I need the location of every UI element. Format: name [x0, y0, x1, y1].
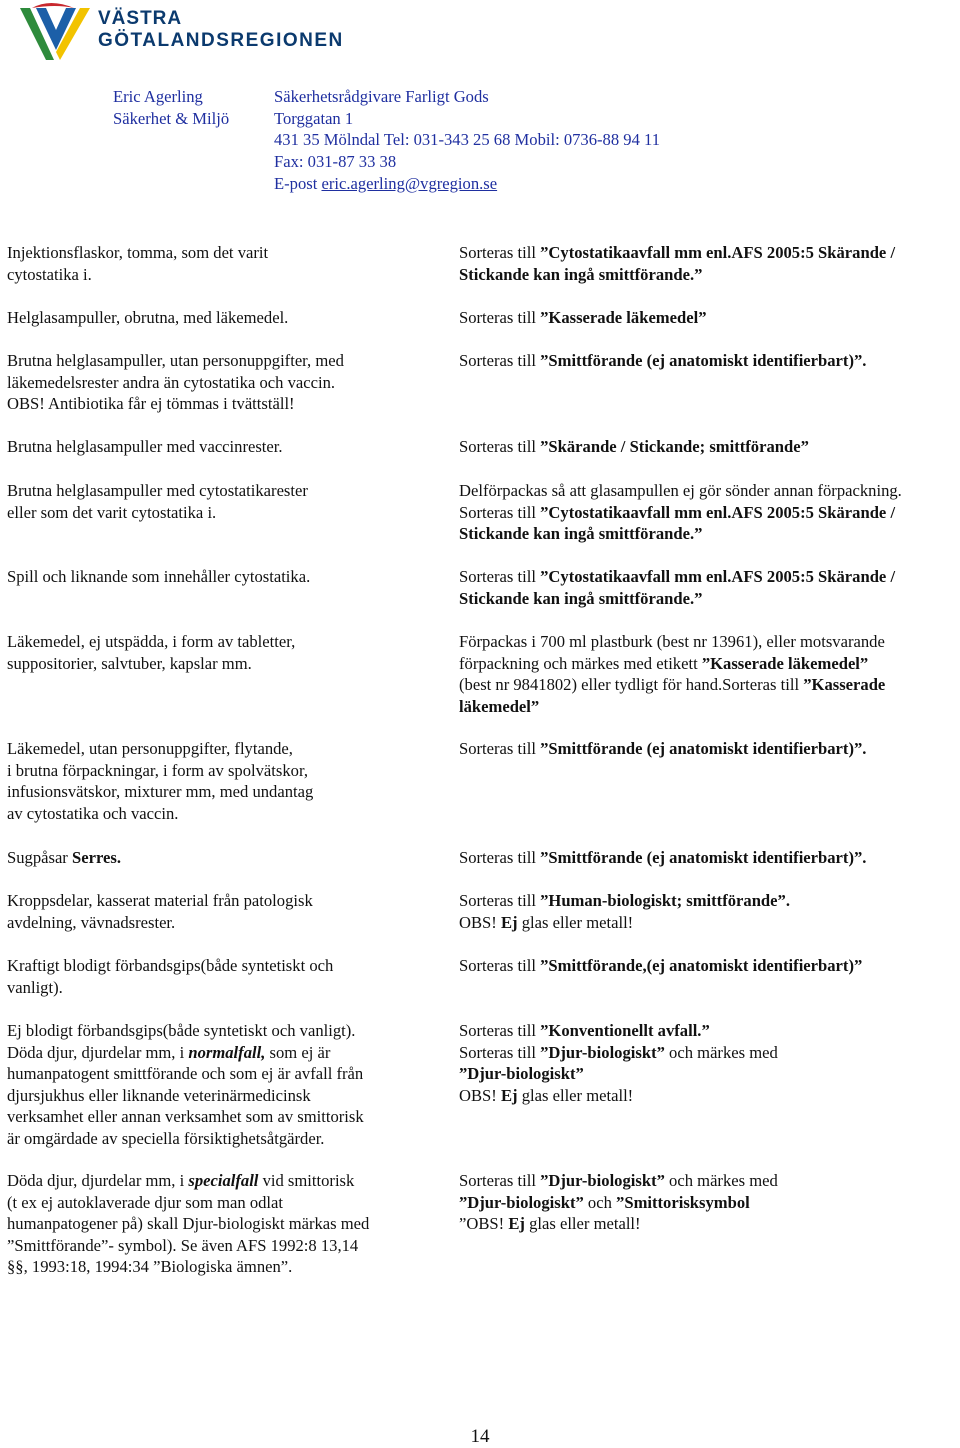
- right-line: [459, 631, 959, 653]
- text-run: avdelning, vävnadsrester.: [7, 912, 176, 932]
- text-run: Sorteras till: [459, 1021, 541, 1040]
- contact-name: Eric Agerling: [113, 87, 203, 106]
- text-run: ”Smittorisksymbol: [616, 1192, 750, 1212]
- text-run: OBS!: [459, 912, 501, 932]
- text-run: Stickande kan ingå smittförande.”: [459, 588, 703, 608]
- text-run: ”Smittförande (ej anatomiskt identifierbart)”.: [540, 351, 867, 370]
- text-run: vid smittorisk: [258, 1171, 355, 1190]
- vgr-logo-mark-icon: [16, 2, 96, 66]
- text-run: Sorteras till: [459, 739, 541, 758]
- left-line: [7, 781, 427, 803]
- sorting-instruction: [459, 350, 959, 372]
- sorting-instruction: [459, 738, 959, 760]
- text-run: ”Smittförande (ej anatomiskt identifierbart)”.: [540, 739, 867, 758]
- left-line: [7, 847, 427, 869]
- right-line: [459, 436, 959, 458]
- text-run: humanpatogent smittförande och som ej är avfall från: [7, 1064, 364, 1083]
- text-run: ”Djur-biologiskt”: [459, 1192, 584, 1212]
- text-run: Stickande kan ingå smittförande.”: [459, 524, 703, 543]
- right-line: [459, 523, 959, 545]
- waste-item-description: [7, 566, 427, 588]
- left-line: [7, 242, 427, 264]
- text-run: ”Cytostatikaavfall mm enl.AFS 2005:5 Skärande /: [540, 243, 896, 262]
- left-line: [7, 393, 427, 415]
- right-line: [459, 674, 959, 696]
- text-run: Helglasampuller, obrutna, med läkemedel.: [7, 308, 289, 327]
- text-run: Sorteras till: [459, 567, 541, 586]
- text-run: suppositorier, salvtuber, kapslar mm.: [7, 653, 252, 673]
- right-line: [459, 1213, 959, 1235]
- text-run: Läkemedel, ej utspädda, i form av tabletter,: [7, 632, 296, 651]
- text-run: Förpackas i 700 ml plastburk (best nr 13961), eller motsvarande: [459, 632, 885, 651]
- sorting-instruction: [459, 480, 959, 545]
- waste-item-description: [7, 350, 427, 415]
- contact-street: Torggatan 1: [274, 109, 354, 128]
- text-run: förpackning och märkes med etikett: [459, 653, 702, 673]
- text-run: eller som det varit cytostatika i.: [7, 502, 217, 522]
- right-line: [459, 1192, 959, 1214]
- text-run: ”Smittförande”- symbol). Se även AFS 1992:8 13,14: [7, 1235, 359, 1255]
- text-run: Ej: [500, 912, 518, 932]
- left-line: [7, 1106, 427, 1128]
- text-run: och märkes med: [664, 1171, 778, 1190]
- left-line: [7, 1170, 427, 1192]
- left-line: [7, 1128, 427, 1150]
- right-line: [459, 588, 959, 610]
- left-line: [7, 264, 427, 286]
- text-run: Sorteras till: [459, 308, 541, 327]
- text-run: Serres.: [71, 848, 121, 867]
- text-run: (best nr 9841802) eller tydligt för hand.Sorteras till: [459, 675, 804, 694]
- text-run: i brutna förpackningar, i form av spolvätskor,: [7, 760, 308, 780]
- sorting-instruction: [459, 436, 959, 458]
- left-line: [7, 890, 427, 912]
- text-run: glas eller metall!: [524, 1214, 641, 1233]
- left-line: [7, 1063, 427, 1085]
- text-run: och märkes med: [664, 1042, 778, 1062]
- text-run: Kraftigt blodigt förbandsgips(både syntetiskt och: [7, 956, 334, 975]
- text-run: ”Djur-biologiskt”: [459, 1064, 584, 1083]
- text-run: ”Kasserade: [803, 675, 886, 694]
- text-run: ”Smittförande,(ej anatomiskt identifierbart)”: [540, 956, 863, 975]
- text-run: av cytostatika och vaccin.: [7, 803, 179, 823]
- text-run: Brutna helglasampuller med cytostatikarester: [7, 481, 308, 500]
- right-line: [459, 1042, 959, 1064]
- right-line: [459, 847, 959, 869]
- right-line: [459, 653, 959, 675]
- right-line: [459, 1063, 959, 1085]
- vgr-logo: [16, 2, 344, 66]
- text-run: OBS!: [459, 1085, 501, 1105]
- right-line: [459, 738, 959, 760]
- contact-city-phone: 431 35 Mölndal Tel: 031-343 25 68 Mobil: 0736-88 94 11: [274, 130, 661, 149]
- text-run: ”Human-biologiskt; smittförande”.: [540, 891, 790, 910]
- text-run: ”Konventionellt avfall.”: [540, 1021, 710, 1040]
- left-line: [7, 436, 427, 458]
- text-run: Sorteras till: [459, 351, 541, 370]
- text-run: Sorteras till: [459, 1042, 541, 1062]
- logo-line2: GÖTALANDSREGIONEN: [98, 30, 344, 51]
- waste-item-description: [7, 955, 427, 998]
- text-run: Kroppsdelar, kasserat material från patologisk: [7, 891, 313, 910]
- text-run: ”Cytostatikaavfall mm enl.AFS 2005:5 Skärande /: [540, 567, 896, 586]
- text-run: ”Cytostatikaavfall mm enl.AFS 2005:5 Skärande /: [540, 502, 896, 522]
- text-run: Ej blodigt förbandsgips(både syntetiskt och vanligt).: [7, 1021, 356, 1040]
- sorting-instruction: [459, 631, 959, 717]
- text-run: Stickande kan ingå smittförande.”: [459, 264, 703, 284]
- right-line: [459, 350, 959, 372]
- right-line: [459, 242, 959, 264]
- contact-fax: Fax: 031-87 33 38: [274, 152, 397, 171]
- right-line: [459, 1020, 959, 1042]
- text-run: och: [583, 1192, 617, 1212]
- left-line: [7, 307, 427, 329]
- text-run: Brutna helglasampuller, utan personuppgifter, med: [7, 351, 344, 370]
- waste-item-description: [7, 847, 427, 869]
- text-run: ”Skärande / Stickande; smittförande”: [540, 437, 809, 456]
- text-run: ”Smittförande (ej anatomiskt identifierbart)”.: [540, 848, 867, 867]
- left-line: [7, 1042, 427, 1064]
- text-run: Sugpåsar: [7, 848, 72, 867]
- text-run: Sorteras till: [459, 956, 541, 975]
- left-line: [7, 480, 427, 502]
- waste-item-description: [7, 738, 427, 824]
- left-line: [7, 760, 427, 782]
- sorting-instruction: [459, 847, 959, 869]
- text-run: Sorteras till: [459, 243, 541, 262]
- waste-item-description: [7, 436, 427, 458]
- sorting-instruction: [459, 1170, 959, 1235]
- text-run: Sorteras till: [459, 502, 541, 522]
- text-run: ”Kasserade läkemedel”: [540, 308, 707, 327]
- contact-email-label: E-post: [274, 174, 322, 193]
- text-run: humanpatogener på) skall Djur-biologiskt märkas med: [7, 1214, 370, 1233]
- text-run: cytostatika i.: [7, 264, 92, 284]
- text-run: vanligt).: [7, 977, 63, 997]
- right-line: [459, 1085, 959, 1107]
- text-run: djursjukhus eller liknande veterinärmedicinsk: [7, 1085, 311, 1105]
- waste-item-description: [7, 480, 427, 523]
- right-line: [459, 307, 959, 329]
- left-line: [7, 803, 427, 825]
- text-run: Sorteras till: [459, 848, 541, 867]
- waste-item-description: [7, 242, 427, 285]
- left-line: [7, 1235, 427, 1257]
- text-run: läkemedelsrester andra än cytostatika och vaccin.: [7, 372, 336, 392]
- waste-item-description: [7, 1020, 427, 1149]
- left-line: [7, 1020, 427, 1042]
- page-number: 14: [470, 1426, 490, 1447]
- sorting-instruction: [459, 242, 959, 285]
- left-line: [7, 1085, 427, 1107]
- text-run: specialfall: [188, 1171, 259, 1190]
- sorting-instruction: [459, 955, 959, 977]
- text-run: Ej: [508, 1214, 525, 1233]
- text-run: Döda djur, djurdelar mm, i: [7, 1042, 189, 1062]
- left-line: [7, 502, 427, 524]
- contact-title: Säkerhetsrådgivare Farligt Gods: [274, 87, 489, 106]
- left-line: [7, 912, 427, 934]
- contact-email-line: [274, 173, 497, 195]
- right-line: [459, 480, 959, 502]
- contact-email-link[interactable]: eric.agerling@vgregion.se: [321, 174, 498, 193]
- text-run: Döda djur, djurdelar mm, i: [7, 1171, 189, 1190]
- left-line: [7, 350, 427, 372]
- waste-item-description: [7, 307, 427, 329]
- text-run: glas eller metall!: [517, 1085, 634, 1105]
- text-run: ”Djur-biologiskt”: [540, 1171, 665, 1190]
- waste-item-description: [7, 890, 427, 933]
- text-run: Spill och liknande som innehåller cytostatika.: [7, 567, 311, 586]
- text-run: §§, 1993:18, 1994:34 ”Biologiska ämnen”.: [7, 1257, 293, 1276]
- text-run: läkemedel”: [459, 696, 540, 716]
- text-run: OBS! Antibiotika får ej tömmas i tvättställ!: [7, 394, 295, 413]
- left-line: [7, 977, 427, 999]
- text-run: ”OBS!: [459, 1214, 509, 1233]
- sorting-instruction: [459, 890, 959, 933]
- text-run: glas eller metall!: [517, 912, 634, 932]
- left-line: [7, 631, 427, 653]
- text-run: Injektionsflaskor, tomma, som det varit: [7, 243, 269, 262]
- logo-line1: VÄSTRA: [98, 8, 183, 29]
- left-line: [7, 653, 427, 675]
- right-line: [459, 1170, 959, 1192]
- right-line: [459, 912, 959, 934]
- right-line: [459, 890, 959, 912]
- text-run: verksamhet eller annan verksamhet som av smittorisk: [7, 1107, 364, 1126]
- sorting-instruction: [459, 307, 959, 329]
- text-run: normalfall,: [188, 1042, 266, 1062]
- text-run: Sorteras till: [459, 437, 541, 456]
- left-line: [7, 1256, 427, 1278]
- left-line: [7, 955, 427, 977]
- sorting-instruction: [459, 566, 959, 609]
- text-run: ”Djur-biologiskt”: [540, 1042, 665, 1062]
- text-run: Delförpackas så att glasampullen ej gör sönder annan förpackning.: [459, 481, 902, 500]
- text-run: Ej: [500, 1085, 518, 1105]
- right-line: [459, 566, 959, 588]
- text-run: (t ex ej autoklaverade djur som man odlat: [7, 1192, 284, 1212]
- left-line: [7, 738, 427, 760]
- text-run: infusionsvätskor, mixturer mm, med undantag: [7, 782, 314, 801]
- text-run: Brutna helglasampuller med vaccinrester.: [7, 437, 283, 456]
- waste-item-description: [7, 1170, 427, 1278]
- right-line: [459, 502, 959, 524]
- left-line: [7, 1213, 427, 1235]
- text-run: Sorteras till: [459, 1171, 541, 1190]
- left-line: [7, 1192, 427, 1214]
- text-run: Läkemedel, utan personuppgifter, flytande,: [7, 739, 293, 758]
- text-run: Sorteras till: [459, 891, 541, 910]
- logo-wordmark: [98, 8, 344, 52]
- text-run: ”Kasserade läkemedel”: [701, 653, 869, 673]
- waste-item-description: [7, 631, 427, 674]
- contact-department: Säkerhet & Miljö: [113, 109, 230, 128]
- left-line: [7, 372, 427, 394]
- right-line: [459, 955, 959, 977]
- sorting-instruction: [459, 1020, 959, 1106]
- left-line: [7, 566, 427, 588]
- text-run: är omgärdade av speciella försiktighetsåtgärder.: [7, 1128, 325, 1148]
- right-line: [459, 696, 959, 718]
- right-line: [459, 264, 959, 286]
- text-run: som ej är: [265, 1042, 331, 1062]
